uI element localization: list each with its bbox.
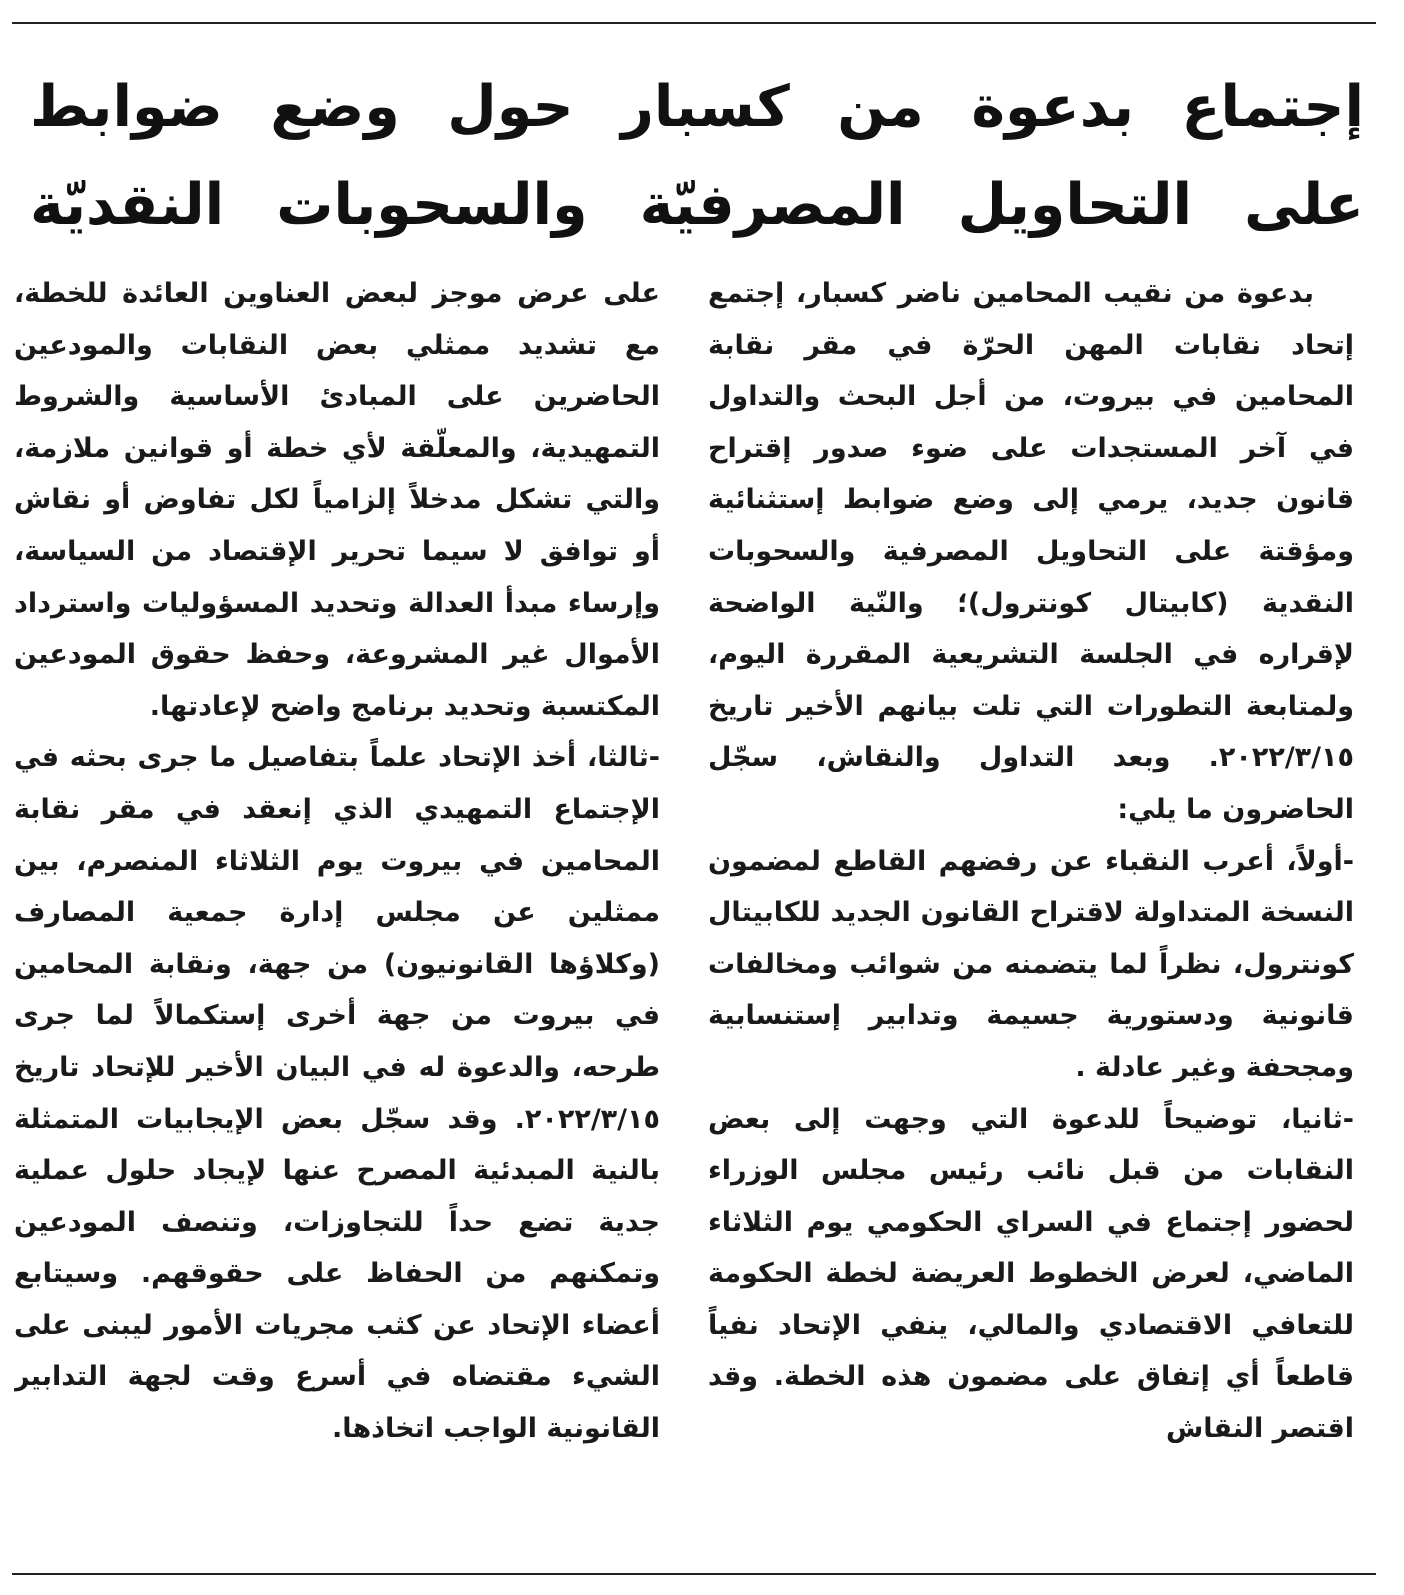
article-column-right [708, 268, 1354, 1558]
article-paragraph: -ثانيا، توضيحاً للدعوة التي وجهت إلى بعض النقابات من قبل نائب رئيس مجلس الوزراء لحضور إجتماع في السراي الحكومي يوم الثلاثاء الماضي، لعرض الخطوط العريضة لخطة الحكومة للتعافي الاقتصادي والمالي، ينفي الإتحاد نفياً قاطعاً أي إتفاق على مضمون هذه الخطة. وقد اقتصر النقاش [708, 1103, 1354, 1445]
article-column-left [14, 268, 660, 1558]
article-paragraph: بدعوة من نقيب المحامين ناضر كسبار، إجتمع إتحاد نقابات المهن الحرّة في مقر نقابة المحامين في بيروت، من أجل البحث والتداول في آخر المستجدات على ضوء صدور إقتراح قانون جديد، يرمي إلى وضع ضوابط إستثنائية ومؤقتة على التحاويل المصرفية والسحوبات النقدية (كابيتال كونترول)؛ والنّية الواضحة لإقراره في الجلسة التشريعية المقررة اليوم، ولمتابعة التطورات التي تلت بيانهم الأخير تاريخ ٢٠٢٢/٣/١٥. وبعد التداول والنقاش، سجّل الحاضرون ما يلي: [708, 278, 1354, 825]
article-paragraph: -ثالثا، أخذ الإتحاد علماً بتفاصيل ما جرى بحثه في الإجتماع التمهيدي الذي إنعقد في مقر نقابة المحامين في بيروت يوم الثلاثاء المنصرم، بين ممثلين عن مجلس إدارة جمعية المصارف (وكلاؤها القانونيون) من جهة، ونقابة المحامين في بيروت من جهة أخرى إستكمالاً لما جرى طرحه، والدعوة له في البيان الأخير للإتحاد تاريخ ٢٠٢٢/٣/١٥. وقد سجّل بعض الإيجابيات المتمثلة بالنية المبدئية المصرح عنها لإيجاد حلول عملية جدية تضع حداً للتجاوزات، وتنصف المودعين وتمكنهم من الحفاظ على حقوقهم. وسيتابع أعضاء الإتحاد عن كثب مجريات الأمور ليبنى على الشيء مقتضاه في أسرع وقت لجهة التدابير القانونية الواجب اتخاذها. [14, 742, 660, 1445]
headline-line-1: إجتماع بدعوة من كسبار حول وضع ضوابط [30, 74, 1364, 140]
bottom-rule [12, 1573, 1376, 1575]
headline [30, 58, 1364, 254]
headline-line-2: على التحاويل المصرفيّة والسحوبات النقديّة [30, 172, 1364, 238]
top-rule [12, 22, 1376, 24]
article-paragraph: -أولاً، أعرب النقباء عن رفضهم القاطع لمضمون النسخة المتداولة لاقتراح القانون الجديد للكابيتال كونترول، نظراً لما يتضمنه من شوائب ومخالفات قانونية ودستورية جسيمة وتدابير إستنسابية ومجحفة وغير عادلة . [708, 845, 1354, 1083]
article-paragraph: على عرض موجز لبعض العناوين العائدة للخطة، مع تشديد ممثلي بعض النقابات والمودعين الحاضرين على المبادئ الأساسية والشروط التمهيدية، والمعلّقة لأي خطة أو قوانين ملازمة، والتي تشكل مدخلاً إلزامياً لكل تفاوض أو نقاش أو توافق لا سيما تحرير الإقتصاد من السياسة، وإرساء مبدأ العدالة وتحديد المسؤوليات واسترداد الأموال غير المشروعة، وحفظ حقوق المودعين المكتسبة وتحديد برنامج واضح لإعادتها. [14, 278, 660, 722]
